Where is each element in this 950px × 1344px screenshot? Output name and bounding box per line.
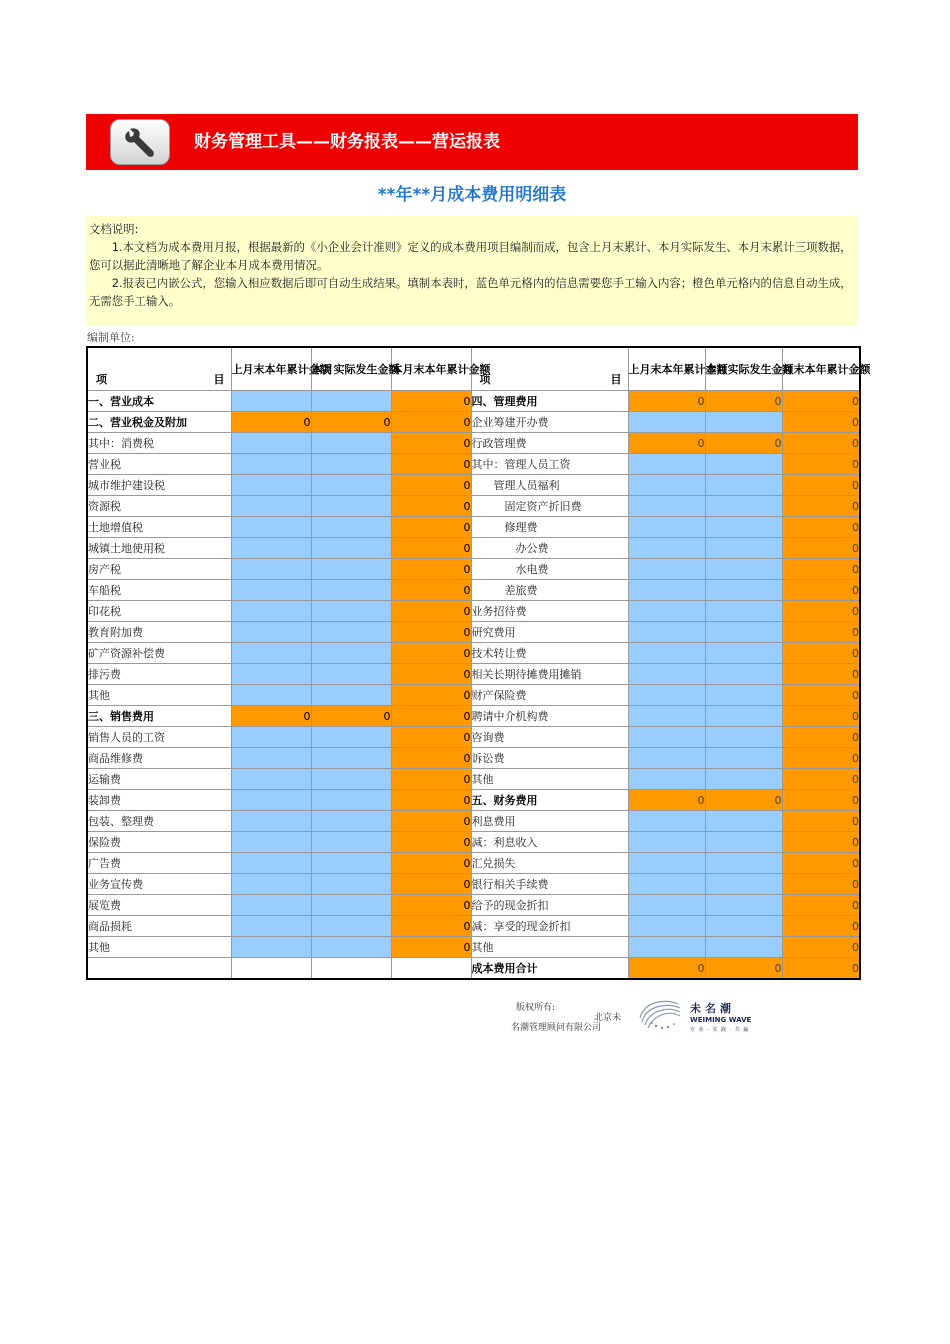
logo-english-name: WEIMING WAVE (690, 1016, 752, 1024)
table-row (87, 496, 860, 517)
table-row (87, 769, 860, 790)
total-cell: 0 (391, 895, 471, 916)
input-cell[interactable] (705, 475, 782, 496)
item-header-right-block (471, 347, 628, 391)
input-cell[interactable] (231, 811, 311, 832)
input-cell[interactable] (628, 580, 705, 601)
total-cell: 0 (782, 601, 860, 622)
table-row (87, 622, 860, 643)
row-label-right: 汇兑损失 (471, 853, 628, 874)
row-label-right: 诉讼费 (471, 748, 628, 769)
input-cell[interactable] (705, 496, 782, 517)
input-cell[interactable] (231, 538, 311, 559)
row-label: 业务宣传费 (87, 874, 231, 895)
input-cell[interactable] (311, 433, 391, 454)
item-header-left: 项 (96, 373, 107, 386)
unit-label: 编制单位: (87, 331, 135, 344)
total-cell: 0 (782, 580, 860, 601)
row-label-right: 银行相关手续费 (471, 874, 628, 895)
empty-cell (391, 958, 471, 980)
row-label-right: 减：利息收入 (471, 832, 628, 853)
total-cell: 0 (391, 475, 471, 496)
input-cell[interactable] (705, 937, 782, 958)
total-cell: 0 (391, 832, 471, 853)
row-label-right: 研究费用 (471, 622, 628, 643)
row-label-right: 水电费 (471, 559, 628, 580)
table-row (87, 559, 860, 580)
input-cell[interactable] (705, 517, 782, 538)
input-cell[interactable] (705, 874, 782, 895)
row-label (87, 958, 231, 980)
row-label-right: 相关长期待摊费用摊销 (471, 664, 628, 685)
table-row (87, 937, 860, 958)
input-cell[interactable] (311, 496, 391, 517)
input-cell[interactable] (231, 874, 311, 895)
col-header-prev-cumulative-2: 上月末本年累计金额 (628, 347, 705, 391)
row-label-right: 聘请中介机构费 (471, 706, 628, 727)
row-label-right: 咨询费 (471, 727, 628, 748)
total-cell: 0 (782, 937, 860, 958)
input-cell[interactable] (231, 643, 311, 664)
input-cell[interactable] (231, 580, 311, 601)
row-label-right: 其他 (471, 769, 628, 790)
col-header-month-end-cumulative-2: 月末本年累计金额 (782, 347, 860, 391)
row-label-right: 其中：管理人员工资 (471, 454, 628, 475)
row-label-right: 成本费用合计 (471, 958, 628, 980)
notes-item-1: 1.本文档为成本费用月报，根据最新的《小企业会计准则》定义的成本费用项目编制而成，包含上月末累计、本月实际发生、本月末累计三项数据，您可以据此清晰地了解企业本月成本费用情况。 (89, 240, 852, 272)
row-label: 其他 (87, 937, 231, 958)
row-label: 教育附加费 (87, 622, 231, 643)
row-label-right: 管理人员福利 (471, 475, 628, 496)
input-cell[interactable] (705, 895, 782, 916)
row-label: 印花税 (87, 601, 231, 622)
total-cell: 0 (782, 769, 860, 790)
row-label: 土地增值税 (87, 517, 231, 538)
row-label: 其中：消费税 (87, 433, 231, 454)
input-cell[interactable] (231, 517, 311, 538)
item-header-right-2: 目 (610, 373, 622, 386)
total-cell: 0 (391, 622, 471, 643)
total-cell: 0 (782, 517, 860, 538)
row-label-right: 四、管理费用 (471, 391, 628, 412)
total-cell: 0 (391, 853, 471, 874)
table-row (87, 454, 860, 475)
input-cell[interactable] (311, 727, 391, 748)
input-cell[interactable] (311, 643, 391, 664)
row-label-right: 固定资产折旧费 (471, 496, 628, 517)
total-cell: 0 (391, 517, 471, 538)
calc-cell: 0 (705, 790, 782, 811)
input-cell[interactable] (628, 748, 705, 769)
calc-cell: 0 (705, 391, 782, 412)
row-label: 销售人员的工资 (87, 727, 231, 748)
input-cell[interactable] (628, 685, 705, 706)
input-cell[interactable] (628, 769, 705, 790)
calc-cell: 0 (231, 412, 311, 433)
input-cell[interactable] (705, 622, 782, 643)
input-cell[interactable] (311, 538, 391, 559)
input-cell[interactable] (628, 601, 705, 622)
input-cell[interactable] (311, 853, 391, 874)
input-cell[interactable] (628, 706, 705, 727)
input-cell[interactable] (705, 853, 782, 874)
input-cell[interactable] (311, 580, 391, 601)
input-cell[interactable] (311, 559, 391, 580)
input-cell[interactable] (705, 685, 782, 706)
input-cell[interactable] (311, 790, 391, 811)
table-row (87, 475, 860, 496)
total-cell: 0 (782, 832, 860, 853)
input-cell[interactable] (311, 769, 391, 790)
row-label: 装卸费 (87, 790, 231, 811)
total-cell: 0 (391, 496, 471, 517)
table-row (87, 748, 860, 769)
input-cell[interactable] (311, 916, 391, 937)
table-row (87, 517, 860, 538)
total-cell: 0 (391, 748, 471, 769)
total-cell: 0 (782, 664, 860, 685)
total-cell: 0 (782, 538, 860, 559)
row-label: 商品损耗 (87, 916, 231, 937)
input-cell[interactable] (705, 664, 782, 685)
table-row (87, 433, 860, 454)
row-label: 城市维护建设税 (87, 475, 231, 496)
banner-title: 财务管理工具——财务报表——营运报表 (194, 132, 500, 152)
row-label-right: 行政管理费 (471, 433, 628, 454)
input-cell[interactable] (628, 853, 705, 874)
wrench-icon (110, 119, 170, 165)
table-row (87, 727, 860, 748)
input-cell[interactable] (628, 727, 705, 748)
logo-chinese-name: 未名潮 (690, 1002, 735, 1015)
total-cell: 0 (782, 706, 860, 727)
input-cell[interactable] (705, 748, 782, 769)
input-cell[interactable] (231, 685, 311, 706)
total-cell: 0 (391, 937, 471, 958)
calc-cell: 0 (628, 958, 705, 980)
total-cell: 0 (782, 454, 860, 475)
input-cell[interactable] (231, 559, 311, 580)
row-label: 房产税 (87, 559, 231, 580)
input-cell[interactable] (231, 895, 311, 916)
table-row (87, 895, 860, 916)
input-cell[interactable] (705, 601, 782, 622)
input-cell[interactable] (628, 622, 705, 643)
total-cell: 0 (782, 643, 860, 664)
total-cell: 0 (391, 538, 471, 559)
input-cell[interactable] (311, 454, 391, 475)
total-cell: 0 (782, 853, 860, 874)
total-cell: 0 (391, 559, 471, 580)
total-cell: 0 (782, 622, 860, 643)
notes-heading: 文档说明: (89, 222, 139, 236)
input-cell[interactable] (311, 895, 391, 916)
row-label: 二、营业税金及附加 (87, 412, 231, 433)
calc-cell: 0 (311, 706, 391, 727)
table-row (87, 832, 860, 853)
total-cell: 0 (391, 916, 471, 937)
row-label: 一、营业成本 (87, 391, 231, 412)
row-label-right: 给予的现金折扣 (471, 895, 628, 916)
input-cell[interactable] (628, 559, 705, 580)
total-cell: 0 (782, 790, 860, 811)
total-cell: 0 (391, 874, 471, 895)
col-header-current-month: 本月实际发生金额 (311, 347, 391, 391)
input-cell[interactable] (311, 391, 391, 412)
input-cell[interactable] (628, 496, 705, 517)
input-cell[interactable] (705, 811, 782, 832)
input-cell[interactable] (311, 601, 391, 622)
row-label: 展览费 (87, 895, 231, 916)
input-cell[interactable] (231, 916, 311, 937)
row-label-right: 办公费 (471, 538, 628, 559)
table-row (87, 790, 860, 811)
total-cell: 0 (391, 769, 471, 790)
input-cell[interactable] (628, 664, 705, 685)
table-header-row (87, 347, 860, 391)
total-cell: 0 (391, 391, 471, 412)
row-label: 排污费 (87, 664, 231, 685)
input-cell[interactable] (311, 874, 391, 895)
total-cell: 0 (782, 496, 860, 517)
total-cell: 0 (391, 685, 471, 706)
row-label: 包装、整理费 (87, 811, 231, 832)
calc-cell: 0 (231, 706, 311, 727)
total-cell: 0 (782, 475, 860, 496)
total-cell: 0 (782, 412, 860, 433)
row-label: 营业税 (87, 454, 231, 475)
total-cell: 0 (782, 874, 860, 895)
total-cell: 0 (391, 454, 471, 475)
total-cell: 0 (391, 790, 471, 811)
notes-item-2: 2.报表已内嵌公式，您输入相应数据后即可自动生成结果。填制本表时，蓝色单元格内的信息需要您手工输入内容；橙色单元格内的信息自动生成，无需您手工输入。 (89, 276, 852, 308)
input-cell[interactable] (231, 748, 311, 769)
table-row (87, 853, 860, 874)
table-row (87, 916, 860, 937)
row-label-right: 利息费用 (471, 811, 628, 832)
total-cell: 0 (782, 433, 860, 454)
input-cell[interactable] (311, 475, 391, 496)
row-label: 矿产资源补偿费 (87, 643, 231, 664)
total-cell: 0 (782, 727, 860, 748)
table-row (87, 685, 860, 706)
input-cell[interactable] (231, 790, 311, 811)
empty-cell (311, 958, 391, 980)
notes-box (86, 216, 858, 326)
table-row (87, 958, 860, 980)
input-cell[interactable] (628, 916, 705, 937)
total-cell: 0 (782, 685, 860, 706)
row-label: 其他 (87, 685, 231, 706)
input-cell[interactable] (628, 832, 705, 853)
copyright-label: 版权所有: (516, 1003, 556, 1013)
input-cell[interactable] (628, 517, 705, 538)
item-header-right: 目 (213, 373, 225, 386)
col-header-prev-cumulative: 上月末本年累计金额 (231, 347, 311, 391)
input-cell[interactable] (628, 475, 705, 496)
total-cell: 0 (782, 391, 860, 412)
cost-table (86, 346, 871, 980)
total-cell: 0 (391, 811, 471, 832)
calc-cell: 0 (705, 433, 782, 454)
input-cell[interactable] (628, 454, 705, 475)
table-row (87, 874, 860, 895)
input-cell[interactable] (311, 832, 391, 853)
row-label-right: 其他 (471, 937, 628, 958)
input-cell[interactable] (311, 517, 391, 538)
total-cell: 0 (782, 748, 860, 769)
total-cell: 0 (391, 412, 471, 433)
banner (86, 114, 858, 170)
row-label: 保险费 (87, 832, 231, 853)
input-cell[interactable] (705, 538, 782, 559)
input-cell[interactable] (231, 454, 311, 475)
col-header-month-end-cumulative: 本月末本年累计金额 (391, 347, 471, 391)
input-cell[interactable] (231, 832, 311, 853)
row-label: 城镇土地使用税 (87, 538, 231, 559)
total-cell: 0 (782, 958, 860, 980)
table-row (87, 538, 860, 559)
total-cell: 0 (391, 664, 471, 685)
calc-cell: 0 (311, 412, 391, 433)
input-cell[interactable] (705, 643, 782, 664)
company-name-line2: 名潮管理顾问有限公司 (511, 1023, 602, 1033)
input-cell[interactable] (311, 748, 391, 769)
row-label: 运输费 (87, 769, 231, 790)
calc-cell: 0 (628, 433, 705, 454)
company-name-line1: 北京未 (594, 1013, 622, 1023)
row-label: 车船税 (87, 580, 231, 601)
input-cell[interactable] (705, 706, 782, 727)
document-title: **年**月成本费用明细表 (377, 185, 567, 205)
logo-tagline: 专 业 · 实 践 · 共 赢 (690, 1027, 750, 1033)
input-cell[interactable] (705, 832, 782, 853)
input-cell[interactable] (311, 811, 391, 832)
input-cell[interactable] (231, 727, 311, 748)
input-cell[interactable] (705, 580, 782, 601)
calc-cell: 0 (628, 391, 705, 412)
input-cell[interactable] (231, 664, 311, 685)
table-row (87, 706, 860, 727)
row-label-right: 减：享受的现金折扣 (471, 916, 628, 937)
row-label-right: 财产保险费 (471, 685, 628, 706)
calc-cell: 0 (628, 790, 705, 811)
total-cell: 0 (782, 811, 860, 832)
input-cell[interactable] (628, 412, 705, 433)
input-cell[interactable] (231, 601, 311, 622)
table-row (87, 601, 860, 622)
input-cell[interactable] (311, 622, 391, 643)
row-label-right: 修理费 (471, 517, 628, 538)
total-cell: 0 (391, 706, 471, 727)
table-row (87, 391, 860, 412)
input-cell[interactable] (311, 685, 391, 706)
input-cell[interactable] (705, 769, 782, 790)
input-cell[interactable] (231, 496, 311, 517)
input-cell[interactable] (231, 391, 311, 412)
total-cell: 0 (391, 643, 471, 664)
col-header-current-month-2: 本月实际发生金额 (705, 347, 782, 391)
input-cell[interactable] (628, 874, 705, 895)
table-row (87, 811, 860, 832)
input-cell[interactable] (705, 559, 782, 580)
total-cell: 0 (391, 433, 471, 454)
table-row (87, 643, 860, 664)
input-cell[interactable] (628, 811, 705, 832)
item-header-left-2: 项 (479, 373, 491, 386)
input-cell[interactable] (231, 853, 311, 874)
table-row (87, 664, 860, 685)
calc-cell: 0 (705, 958, 782, 980)
input-cell[interactable] (628, 937, 705, 958)
total-cell: 0 (782, 559, 860, 580)
row-label: 商品维修费 (87, 748, 231, 769)
input-cell[interactable] (705, 916, 782, 937)
input-cell[interactable] (231, 622, 311, 643)
row-label-right: 技术转让费 (471, 643, 628, 664)
table-row (87, 412, 860, 433)
input-cell[interactable] (705, 454, 782, 475)
row-label: 广告费 (87, 853, 231, 874)
input-cell[interactable] (231, 433, 311, 454)
input-cell[interactable] (705, 727, 782, 748)
empty-cell (231, 958, 311, 980)
total-cell: 0 (782, 895, 860, 916)
total-cell: 0 (782, 916, 860, 937)
row-label: 资源税 (87, 496, 231, 517)
input-cell[interactable] (628, 538, 705, 559)
row-label-right: 五、财务费用 (471, 790, 628, 811)
row-label-right: 企业筹建开办费 (471, 412, 628, 433)
row-label-right: 差旅费 (471, 580, 628, 601)
input-cell[interactable] (705, 412, 782, 433)
input-cell[interactable] (628, 895, 705, 916)
total-cell: 0 (391, 580, 471, 601)
total-cell: 0 (391, 601, 471, 622)
row-label: 三、销售费用 (87, 706, 231, 727)
input-cell[interactable] (311, 937, 391, 958)
table-row (87, 580, 860, 601)
item-header (87, 347, 231, 391)
row-label-right: 业务招待费 (471, 601, 628, 622)
total-cell: 0 (391, 727, 471, 748)
input-cell[interactable] (231, 937, 311, 958)
input-cell[interactable] (628, 643, 705, 664)
input-cell[interactable] (311, 664, 391, 685)
input-cell[interactable] (231, 475, 311, 496)
input-cell[interactable] (231, 769, 311, 790)
